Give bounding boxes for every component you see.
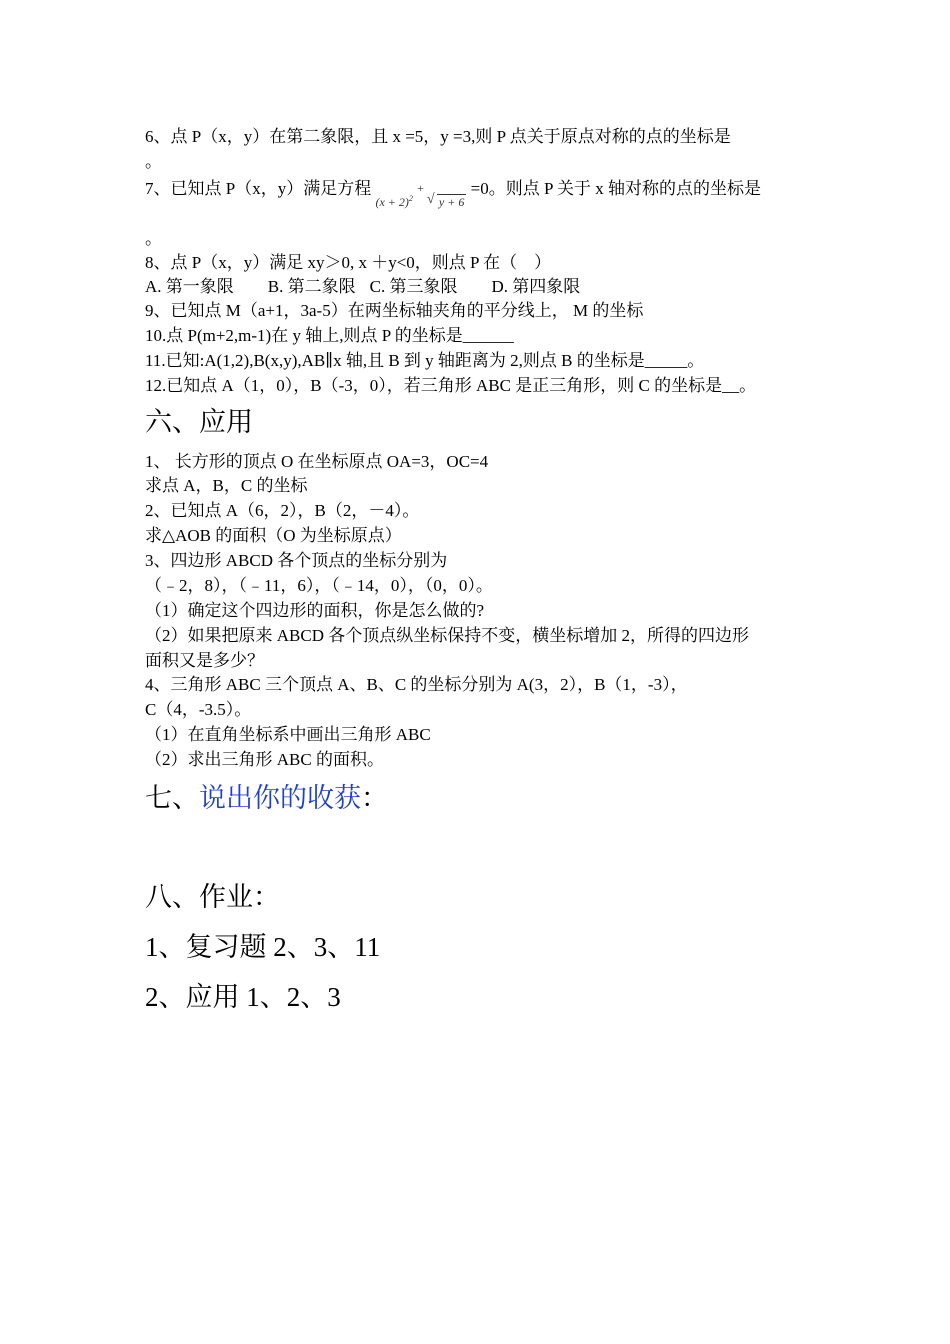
section-6-heading: 六、应用: [145, 407, 253, 437]
app-line: （﹣2，8），（﹣11，6），（﹣14，0），（0，0）。: [145, 576, 493, 595]
homework-item: 2、应用 1、2、3: [145, 982, 341, 1012]
app-line: 2、已知点 A（6，2），B（2，－4）。: [145, 501, 420, 520]
app-line: （1）确定这个四边形的面积，你是怎么做的?: [145, 601, 485, 620]
question-11: 11.已知:A(1,2),B(x,y),AB∥x 轴,且 B 到 y 轴距离为 2,则点 B 的坐标是_____。: [145, 351, 705, 370]
answer-blank: _____。: [644, 351, 705, 370]
option-c: C. 第三象限: [369, 277, 458, 296]
option-d: D. 第四象限: [491, 277, 581, 296]
app-line: 1、 长方形的顶点 O 在坐标原点 OA=3，OC=4: [145, 452, 489, 471]
app-line: 求点 A，B，C 的坐标: [145, 476, 308, 495]
question-12: 12.已知点 A（1，0），B（-3，0），若三角形 ABC 是正三角形，则 C 的坐标是__。: [145, 376, 757, 395]
section-8-heading: 八、作业：: [145, 882, 280, 912]
question-7-pre: 7、已知点 P（x，y）满足方程: [145, 179, 372, 198]
app-line: （2）求出三角形 ABC 的面积。: [145, 750, 384, 769]
homework-item: 1、复习题 2、3、11: [145, 932, 381, 962]
question-9: 9、已知点 M（a+1，3a-5）在两坐标轴夹角的平分线上， M 的坐标: [145, 301, 644, 320]
app-line: （2）如果把原来 ABCD 各个顶点纵坐标保持不变，横坐标增加 2，所得的四边形: [145, 626, 749, 645]
answer-blank: __。: [722, 376, 757, 395]
app-line: 面积又是多少？: [145, 651, 264, 670]
question-7-cont: 。: [145, 229, 162, 248]
question-10: 10.点 P(m+2,m-1)在 y 轴上,则点 P 的坐标是______: [145, 326, 514, 345]
app-line: 求△AOB 的面积（O 为坐标原点）: [145, 526, 402, 545]
option-a: A. 第一象限: [145, 277, 234, 296]
app-line: 4、三角形 ABC 三个顶点 A、B、C 的坐标分别为 A(3，2），B（1，-3），: [145, 675, 688, 694]
question-6-cont: 。: [145, 152, 162, 171]
app-line: （1）在直角坐标系中画出三角形 ABC: [145, 725, 431, 744]
section-7-heading: 七、说出你的收获：: [145, 783, 388, 813]
option-b: B. 第二象限: [267, 277, 356, 296]
question-6: 6、点 P（x，y）在第二象限，且 x =5，y =3,则 P 点关于原点对称的点的坐标是: [145, 127, 731, 146]
math-plus: +: [417, 181, 427, 195]
app-line: 3、四边形 ABCD 各个顶点的坐标分别为: [145, 551, 448, 570]
app-line: C（4，-3.5）。: [145, 700, 252, 719]
math-sqrt: √ y + 6: [427, 191, 466, 213]
math-expr-1: (x + 2)2: [375, 194, 413, 209]
answer-blank: ______: [462, 326, 514, 345]
question-7-post: =0。则点 P 关于 x 轴对称的点的坐标是: [470, 179, 762, 198]
question-7: [145, 176, 762, 209]
question-8: 8、点 P（x，y）满足 xy＞0, x ＋y<0，则点 P 在（ ）: [145, 253, 552, 272]
question-8-options: [145, 276, 580, 298]
